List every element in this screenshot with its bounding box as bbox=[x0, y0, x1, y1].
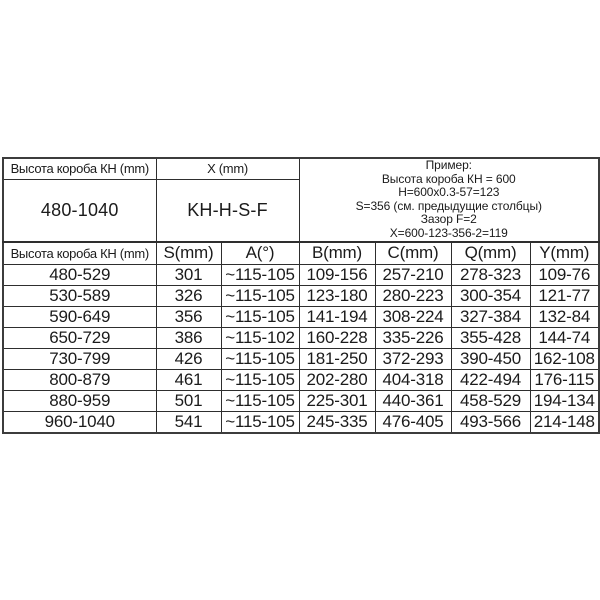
cell-b: 225-301 bbox=[299, 391, 375, 412]
cell-y: 176-115 bbox=[530, 370, 599, 391]
cell-s: 426 bbox=[156, 349, 221, 370]
dims-header-row bbox=[3, 242, 599, 265]
table-row bbox=[3, 370, 599, 391]
table-row bbox=[3, 307, 599, 328]
cell-s: 326 bbox=[156, 286, 221, 307]
cell-s: 301 bbox=[156, 265, 221, 286]
cell-q: 390-450 bbox=[451, 349, 530, 370]
cell-c: 280-223 bbox=[375, 286, 451, 307]
cell-a: ~115-105 bbox=[221, 349, 299, 370]
example-line: S=356 (см. предыдущие столбцы) bbox=[355, 198, 542, 213]
cell-b: 141-194 bbox=[299, 307, 375, 328]
box-height-header: Высота короба КН (mm) bbox=[3, 158, 156, 179]
table-row bbox=[3, 265, 599, 286]
cell-q: 458-529 bbox=[451, 391, 530, 412]
cell-q: 300-354 bbox=[451, 286, 530, 307]
cell-y: 162-108 bbox=[530, 349, 599, 370]
spec-table bbox=[2, 157, 600, 434]
cell-q: 355-428 bbox=[451, 328, 530, 349]
table-row bbox=[3, 286, 599, 307]
info-header-row bbox=[3, 158, 599, 179]
cell-c: 372-293 bbox=[375, 349, 451, 370]
table-row bbox=[3, 391, 599, 412]
example-line: Пример: bbox=[425, 158, 472, 172]
cell-a: ~115-105 bbox=[221, 391, 299, 412]
cell-a: ~115-105 bbox=[221, 286, 299, 307]
cell-b: 202-280 bbox=[299, 370, 375, 391]
example-line: H=600x0.3-57=123 bbox=[398, 185, 500, 200]
cell-q: 278-323 bbox=[451, 265, 530, 286]
cell-kh: 800-879 bbox=[3, 370, 156, 391]
cell-s: 356 bbox=[156, 307, 221, 328]
example-line: Высота короба КН = 600 bbox=[381, 171, 516, 186]
cell-kh: 730-799 bbox=[3, 349, 156, 370]
column-header-kh: Высота короба КН (mm) bbox=[3, 242, 156, 265]
cell-s: 501 bbox=[156, 391, 221, 412]
table-row bbox=[3, 412, 599, 434]
cell-kh: 880-959 bbox=[3, 391, 156, 412]
cell-b: 245-335 bbox=[299, 412, 375, 434]
table-row bbox=[3, 328, 599, 349]
cell-kh: 480-529 bbox=[3, 265, 156, 286]
cell-a: ~115-105 bbox=[221, 307, 299, 328]
cell-kh: 650-729 bbox=[3, 328, 156, 349]
cell-s: 386 bbox=[156, 328, 221, 349]
cell-a: ~115-105 bbox=[221, 265, 299, 286]
cell-y: 214-148 bbox=[530, 412, 599, 434]
table-row bbox=[3, 349, 599, 370]
column-header-b: B(mm) bbox=[299, 242, 375, 265]
cell-s: 541 bbox=[156, 412, 221, 434]
cell-b: 181-250 bbox=[299, 349, 375, 370]
example-line: Зазор F=2 bbox=[420, 212, 477, 227]
cell-q: 422-494 bbox=[451, 370, 530, 391]
cell-c: 257-210 bbox=[375, 265, 451, 286]
cell-c: 308-224 bbox=[375, 307, 451, 328]
cell-a: ~115-102 bbox=[221, 328, 299, 349]
cell-q: 327-384 bbox=[451, 307, 530, 328]
example-note bbox=[299, 158, 599, 242]
cell-c: 440-361 bbox=[375, 391, 451, 412]
cell-a: ~115-105 bbox=[221, 370, 299, 391]
cell-a: ~115-105 bbox=[221, 412, 299, 434]
cell-b: 109-156 bbox=[299, 265, 375, 286]
cell-b: 123-180 bbox=[299, 286, 375, 307]
box-height-range: 480-1040 bbox=[3, 179, 156, 241]
cell-kh: 960-1040 bbox=[3, 412, 156, 434]
cell-q: 493-566 bbox=[451, 412, 530, 434]
cell-y: 144-74 bbox=[530, 328, 599, 349]
cell-c: 476-405 bbox=[375, 412, 451, 434]
cell-y: 121-77 bbox=[530, 286, 599, 307]
cell-b: 160-228 bbox=[299, 328, 375, 349]
cell-kh: 590-649 bbox=[3, 307, 156, 328]
cell-s: 461 bbox=[156, 370, 221, 391]
cell-y: 194-134 bbox=[530, 391, 599, 412]
column-header-a: A(°) bbox=[221, 242, 299, 265]
cell-y: 109-76 bbox=[530, 265, 599, 286]
cell-c: 404-318 bbox=[375, 370, 451, 391]
cell-kh: 530-589 bbox=[3, 286, 156, 307]
example-line: X=600-123-356-2=119 bbox=[389, 225, 508, 240]
column-header-c: C(mm) bbox=[375, 242, 451, 265]
x-header: X (mm) bbox=[156, 158, 299, 179]
column-header-y: Y(mm) bbox=[530, 242, 599, 265]
cell-y: 132-84 bbox=[530, 307, 599, 328]
column-header-q: Q(mm) bbox=[451, 242, 530, 265]
x-formula: KH-H-S-F bbox=[156, 179, 299, 241]
column-header-s: S(mm) bbox=[156, 242, 221, 265]
cell-c: 335-226 bbox=[375, 328, 451, 349]
